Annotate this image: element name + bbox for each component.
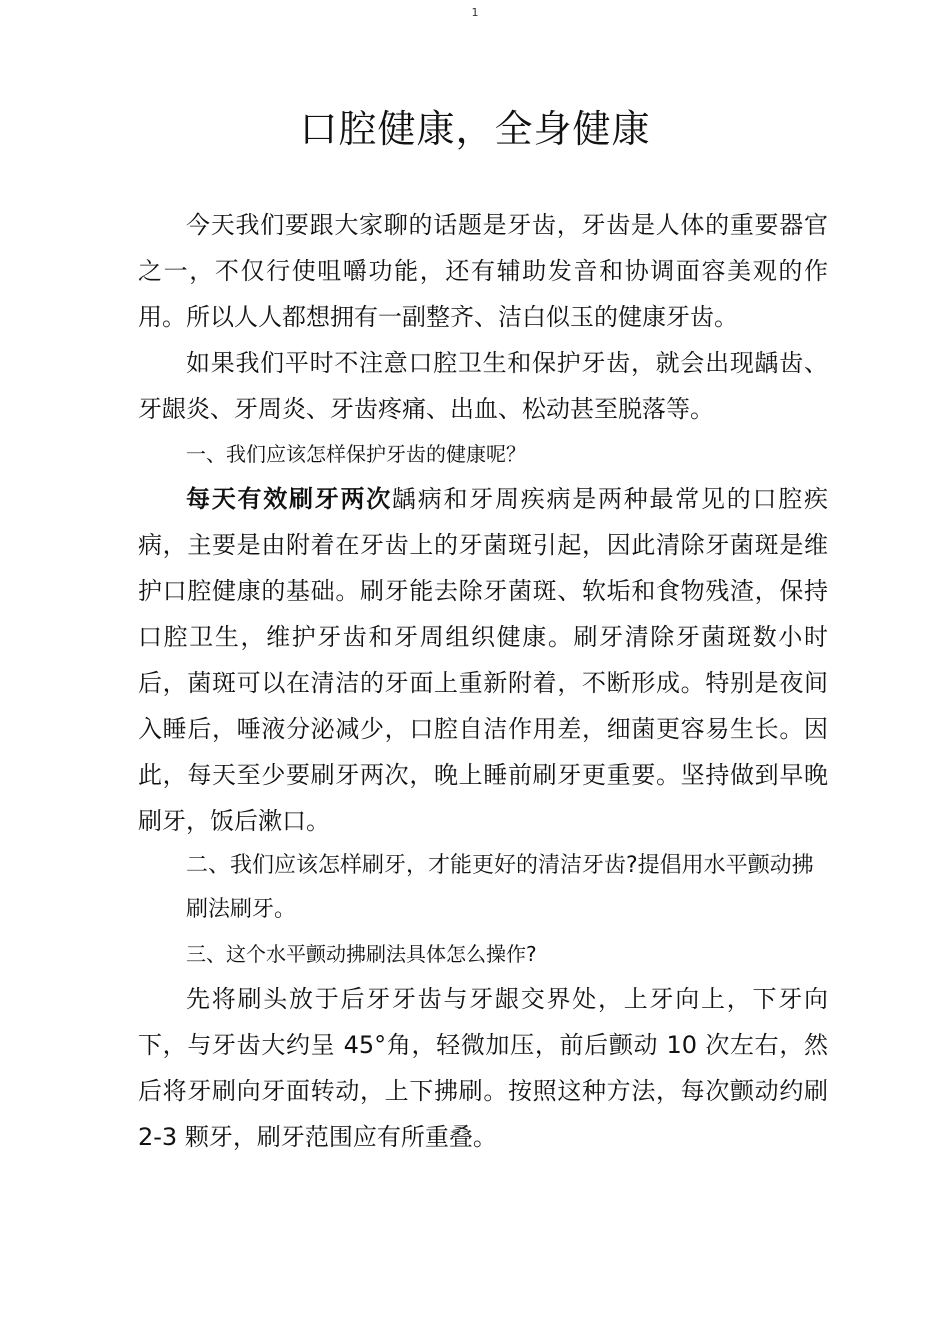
page-number: 1 xyxy=(471,6,479,19)
brushing-paragraph xyxy=(138,476,828,844)
section-heading-three: 三、这个水平颤动拂刷法具体怎么操作? xyxy=(186,942,537,966)
method-paragraph: 先将刷头放于后牙牙齿与牙龈交界处，上牙向上，下牙向下，与牙齿大约呈 45°角，轻微加压，前后颤动 10 次左右，然后将牙刷向牙面转动，上下拂刷。按照这种方法，每次颤动约刷 2-3 颗牙，刷牙范围应有所重叠。 xyxy=(138,985,828,1151)
section-heading-two: 二、我们应该怎样刷牙，才能更好的清洁牙齿?提倡用水平颤动拂刷法刷牙。 xyxy=(186,853,814,922)
intro-paragraph: 今天我们要跟大家聊的话题是牙齿，牙齿是人体的重要器官之一，不仅行使咀嚼功能，还有辅助发音和协调面容美观的作用。所以人人都想拥有一副整齐、洁白似玉的健康牙齿。 xyxy=(138,211,828,331)
section-heading-one: 一、我们应该怎样保护牙齿的健康呢？ xyxy=(186,442,526,466)
document-body xyxy=(138,202,828,1160)
brushing-body-text: 龋病和牙周疾病是两种最常见的口腔疾病，主要是由附着在牙齿上的牙菌斑引起，因此清除牙菌斑是维护口腔健康的基础。刷牙能去除牙菌斑、软垢和食物残渣，保持口腔卫生，维护牙齿和牙周组织健康。刷牙清除牙菌斑数小时后，菌斑可以在清洁的牙面上重新附着，不断形成。特别是夜间入睡后，唾液分泌减少，口腔自洁作用差，细菌更容易生长。因此，每天至少要刷牙两次，晚上睡前刷牙更重要。坚持做到早晚刷牙，饭后漱口。 xyxy=(138,485,828,835)
document-title: 口腔健康，全身健康 xyxy=(299,107,651,151)
problems-paragraph: 如果我们平时不注意口腔卫生和保护牙齿，就会出现龋齿、牙龈炎、牙周炎、牙齿疼痛、出血、松动甚至脱落等。 xyxy=(138,349,828,423)
brushing-lead-text: 每天有效刷牙两次 xyxy=(186,485,392,513)
